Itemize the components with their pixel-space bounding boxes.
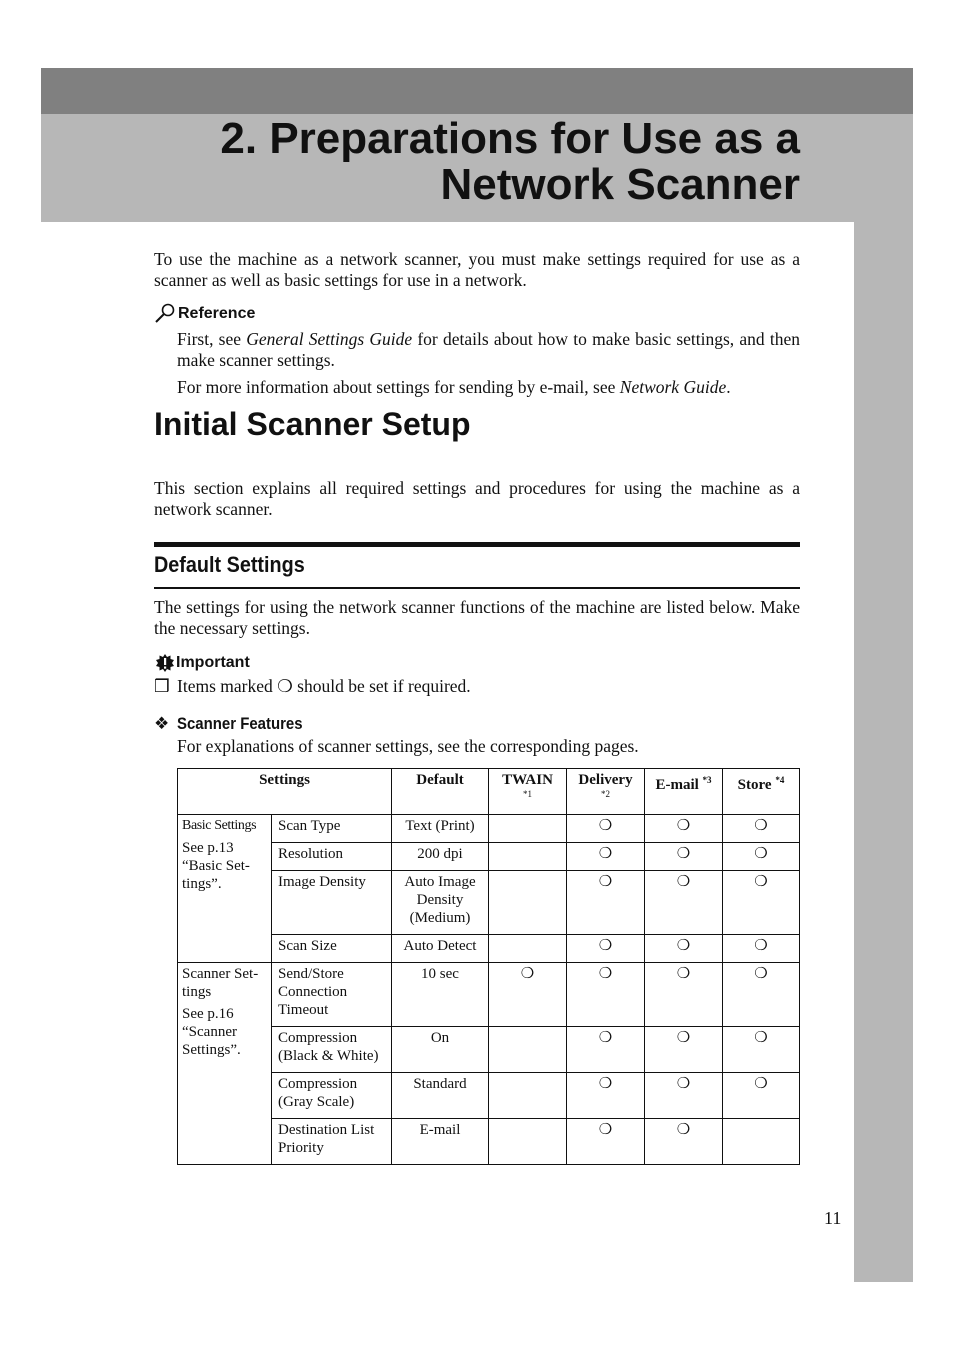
twain-mark bbox=[489, 815, 567, 843]
table-row bbox=[178, 815, 800, 843]
intro-paragraph: To use the machine as a network scanner, you must make settings required for use as a scanner as well as basic settings for use in a network. bbox=[154, 249, 800, 290]
reference-paragraph-2 bbox=[177, 377, 800, 398]
store-mark: ❍ bbox=[723, 935, 800, 963]
header-email-note: *3 bbox=[702, 775, 712, 785]
email-mark: ❍ bbox=[645, 935, 723, 963]
email-mark: ❍ bbox=[645, 963, 723, 1027]
twain-mark bbox=[489, 871, 567, 935]
header-store-label: Store bbox=[737, 777, 772, 793]
page-edge-tab bbox=[854, 222, 913, 1282]
store-mark: ❍ bbox=[723, 1027, 800, 1073]
default-value: Text (Print) bbox=[392, 815, 489, 843]
header-delivery bbox=[567, 769, 645, 815]
setting-name: Resolution bbox=[272, 843, 392, 871]
email-mark: ❍ bbox=[645, 871, 723, 935]
setting-name: Destination List Priority bbox=[272, 1119, 392, 1165]
delivery-mark: ❍ bbox=[567, 871, 645, 935]
setting-name: Send/Store Connection Timeout bbox=[272, 963, 392, 1027]
scanner-features-heading bbox=[154, 714, 320, 734]
subsection-title: Default Settings bbox=[154, 552, 305, 577]
default-value: Standard bbox=[392, 1073, 489, 1119]
header-settings: Settings bbox=[178, 769, 392, 815]
default-value: Auto Image Density (Medium) bbox=[392, 871, 489, 935]
store-mark: ❍ bbox=[723, 1073, 800, 1119]
email-mark: ❍ bbox=[645, 815, 723, 843]
default-value: E-mail bbox=[392, 1119, 489, 1165]
header-email bbox=[645, 769, 723, 815]
default-value: Auto Detect bbox=[392, 935, 489, 963]
reference-p2-text-end: . bbox=[726, 377, 731, 397]
magnifier-icon bbox=[154, 303, 176, 323]
subsection-intro: The settings for using the network scanner functions of the machine are listed below. Make the necessary settings. bbox=[154, 597, 800, 638]
header-store bbox=[723, 769, 800, 815]
delivery-mark: ❍ bbox=[567, 963, 645, 1027]
section-title: Initial Scanner Setup bbox=[154, 406, 471, 442]
delivery-mark: ❍ bbox=[567, 935, 645, 963]
reference-p2-text: For more information about settings for sending by e-mail, see bbox=[177, 377, 620, 397]
group-page-ref: See p.13 “Basic Set-tings”. bbox=[182, 840, 250, 892]
store-mark bbox=[723, 1119, 800, 1165]
diamond-bullet-icon: ❖ bbox=[154, 714, 170, 733]
table-row bbox=[178, 843, 800, 871]
reference-heading bbox=[154, 303, 255, 323]
chapter-title bbox=[150, 116, 800, 208]
twain-mark: ❍ bbox=[489, 963, 567, 1027]
setting-name: Scan Type bbox=[272, 815, 392, 843]
group-scanner-settings bbox=[178, 963, 272, 1165]
table-header-row bbox=[178, 769, 800, 815]
twain-mark bbox=[489, 1073, 567, 1119]
reference-p1-text-end: for details about how to make basic settings, and then make scanner settings. bbox=[177, 329, 800, 370]
twain-mark bbox=[489, 843, 567, 871]
delivery-mark: ❍ bbox=[567, 1073, 645, 1119]
table-row bbox=[178, 935, 800, 963]
header-twain-label: TWAIN bbox=[502, 772, 553, 788]
twain-mark bbox=[489, 935, 567, 963]
header-default: Default bbox=[392, 769, 489, 815]
group-page-ref: See p.16 “Scanner Settings”. bbox=[182, 1006, 241, 1058]
header-dark-band bbox=[41, 68, 913, 114]
setting-name: Compression (Gray Scale) bbox=[272, 1073, 392, 1119]
default-value: On bbox=[392, 1027, 489, 1073]
general-settings-guide-title: General Settings Guide bbox=[246, 329, 413, 349]
header-delivery-note: *2 bbox=[601, 789, 610, 799]
scanner-features-title: Scanner Features bbox=[177, 714, 303, 733]
store-mark: ❍ bbox=[723, 815, 800, 843]
header-twain bbox=[489, 769, 567, 815]
scanner-features-note: For explanations of scanner settings, see the corresponding pages. bbox=[177, 736, 639, 756]
store-mark: ❍ bbox=[723, 871, 800, 935]
important-item-text: Items marked ❍ should be set if required. bbox=[177, 676, 471, 696]
important-label: Important bbox=[176, 654, 250, 671]
delivery-mark: ❍ bbox=[567, 815, 645, 843]
email-mark: ❍ bbox=[645, 1027, 723, 1073]
store-mark: ❍ bbox=[723, 963, 800, 1027]
header-delivery-label: Delivery bbox=[578, 772, 633, 788]
page-number: 11 bbox=[824, 1208, 842, 1228]
subsection-bottom-rule bbox=[154, 587, 800, 589]
setting-name: Scan Size bbox=[272, 935, 392, 963]
header-store-note: *4 bbox=[775, 775, 785, 785]
table-row bbox=[178, 1119, 800, 1165]
chapter-title-line1: 2. Preparations for Use as a bbox=[220, 114, 800, 163]
header-twain-note: *1 bbox=[523, 789, 532, 799]
delivery-mark: ❍ bbox=[567, 1119, 645, 1165]
important-item bbox=[154, 676, 471, 697]
chapter-title-line2: Network Scanner bbox=[440, 160, 800, 209]
group-basic-settings bbox=[178, 815, 272, 963]
reference-p1-text: First, see bbox=[177, 329, 247, 349]
group-name: Basic Settings bbox=[182, 818, 257, 833]
section-intro: This section explains all required settings and procedures for using the machine as a network scanner. bbox=[154, 478, 800, 519]
group-name: Scanner Set-tings bbox=[182, 966, 259, 1000]
table-row bbox=[178, 1027, 800, 1073]
important-heading bbox=[154, 653, 250, 673]
delivery-mark: ❍ bbox=[567, 1027, 645, 1073]
store-mark: ❍ bbox=[723, 843, 800, 871]
important-icon bbox=[154, 653, 176, 673]
subsection-top-rule bbox=[154, 542, 800, 547]
setting-name: Compression (Black & White) bbox=[272, 1027, 392, 1073]
email-mark: ❍ bbox=[645, 1073, 723, 1119]
network-guide-title: Network Guide bbox=[619, 377, 727, 397]
default-value: 200 dpi bbox=[392, 843, 489, 871]
twain-mark bbox=[489, 1027, 567, 1073]
header-email-label: E-mail bbox=[655, 777, 699, 793]
reference-label: Reference bbox=[178, 305, 256, 322]
email-mark: ❍ bbox=[645, 843, 723, 871]
checkbox-icon: ❒ bbox=[154, 676, 170, 696]
scanner-settings-table bbox=[177, 768, 800, 1165]
email-mark: ❍ bbox=[645, 1119, 723, 1165]
delivery-mark: ❍ bbox=[567, 843, 645, 871]
table-row bbox=[178, 963, 800, 1027]
twain-mark bbox=[489, 1119, 567, 1165]
table-row bbox=[178, 1073, 800, 1119]
table-row bbox=[178, 871, 800, 935]
setting-name: Image Density bbox=[272, 871, 392, 935]
default-value: 10 sec bbox=[392, 963, 489, 1027]
reference-paragraph-1 bbox=[177, 329, 800, 371]
